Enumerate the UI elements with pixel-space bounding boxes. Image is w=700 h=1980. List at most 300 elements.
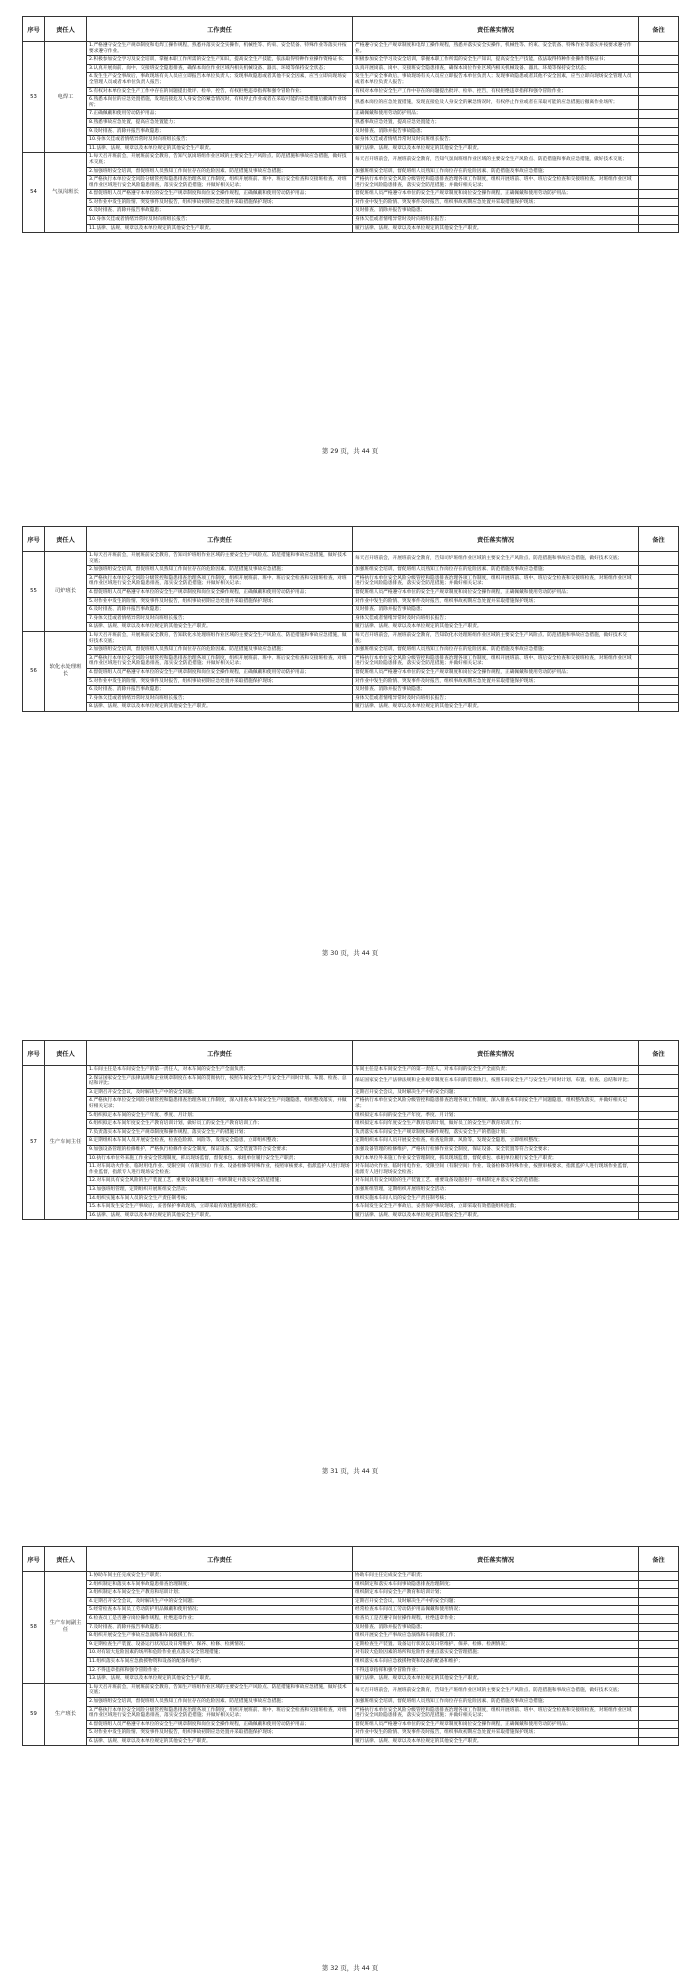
work-duty-cell: 9.加强设备管理的检修维护，严格执行检修作业安全制度，保证设备、安全装置等符合安全要求；: [87, 1145, 353, 1154]
remarks-cell: [639, 1194, 679, 1203]
remarks-cell: [639, 73, 679, 87]
header-implementation: 责任落实情况: [353, 17, 639, 42]
header-responsible-person: 责任人: [45, 1041, 87, 1066]
table-row: [23, 64, 679, 73]
remarks-cell: [639, 176, 679, 190]
table-row: [23, 110, 679, 119]
implementation-cell: 严格执行本单位安全风险分级管控和隐患排查治理各项工作制度，组织开展班前、班中、班后安全检查和交接班检查，对班组作业区域进行安全风险隐患排查，落实安全防范措施；并做好相关记录；: [353, 574, 639, 588]
implementation-cell: 对作业中发生的险情、突发事件及时报告，组织事故初期应急处置并采取措施保护现场；: [353, 198, 639, 207]
table-header-row: [23, 527, 679, 552]
table-row: [23, 176, 679, 190]
header-remarks: 备注: [639, 1547, 679, 1572]
implementation-cell: 每天召开班前会，开展班前安全教育，告知气氛岗班组作业区域的主要安全生产风险点、防范措施和事故应急措施，做好技术交底；: [353, 153, 639, 167]
work-duty-cell: 8.定期组织本车间人员开展安全检查，检查危险源、风险等，发现安全隐患，立即组织整改；: [87, 1137, 353, 1146]
table-row: [23, 1632, 679, 1641]
work-duty-cell: 8.法律、法规、规章以及本单位规定的其他安全生产职责。: [87, 703, 353, 712]
work-duty-cell: 7.身体欠佳或者情绪异常时及时向班组长报告；: [87, 614, 353, 623]
page-footer: 第 32 页，共 44 页: [321, 1964, 379, 1972]
work-duty-cell: 4.督促班组人员严格遵守本单位的安全生产规章制度和岗位安全操作规程，正确佩戴和使用劳动防护用品；: [87, 1720, 353, 1729]
header-remarks: 备注: [639, 17, 679, 42]
remarks-cell: [639, 56, 679, 65]
table-row: [23, 167, 679, 176]
table-row: [23, 1623, 679, 1632]
remarks-cell: [639, 552, 679, 566]
table-row: [23, 566, 679, 575]
work-duty-cell: 2.加强班组安全培训，督促班组人员熟知工作岗位存在的危险因素、防范措施及事故应急措施；: [87, 646, 353, 655]
implementation-cell: 定期召开安全会议，及时解决生产中的安全问题；: [353, 1088, 639, 1097]
remarks-cell: [639, 153, 679, 167]
remarks-cell: [639, 668, 679, 677]
table-row: [23, 136, 679, 145]
remarks-cell: [639, 1666, 679, 1675]
page-footer: 第 31 页，共 44 页: [321, 1467, 379, 1475]
remarks-cell: [639, 224, 679, 233]
implementation-cell: 督促班组人员严格遵守本单位的安全生产规章制度和岗位安全操作规程，正确佩戴和使用劳动防护用品；: [353, 190, 639, 199]
document-page-30: [22, 526, 678, 712]
table-row: [23, 1614, 679, 1623]
remarks-cell: [639, 144, 679, 153]
table-row: [23, 1111, 679, 1120]
implementation-cell: 及时排查、消除并报告事故隐患；: [353, 1623, 639, 1632]
page-footer: 第 30 页，共 44 页: [321, 949, 379, 957]
implementation-cell: 加强设备管理的检修维护，严格执行检修作业安全制度，保证设备、安全装置等符合安全要求；: [353, 1145, 639, 1154]
work-duty-cell: 12.对车间具有安全风险的生产装置工艺、重要设备设施进行一组织制定并落实安全防范措施；: [87, 1177, 353, 1186]
remarks-cell: [639, 1720, 679, 1729]
implementation-cell: 及时排查、消除并报告事故隐患；: [353, 127, 639, 136]
remarks-cell: [639, 631, 679, 645]
work-duty-cell: 4.严格执行本单位安全风险分级管控和隐患排查治理各项工作制度，深入排查本车间安全生产问题隐患，组织整改落实，并做好相关记录；: [87, 1097, 353, 1111]
implementation-cell: 组织制定和落实本车间事故隐患排查治理制度；: [353, 1580, 639, 1589]
table-row: [23, 588, 679, 597]
table-row: [23, 216, 679, 225]
remarks-cell: [639, 1706, 679, 1720]
document-page-29: [22, 16, 678, 233]
implementation-cell: 保证国家安全生产法律法规和企业规章制度在本车间的贯彻执行，按照车间安全生产与安全生产同时计划、布置、检查、总结和评比；: [353, 1074, 639, 1088]
header-work-duty: 工作责任: [87, 1041, 353, 1066]
table-row: [23, 1137, 679, 1146]
remarks-cell: [639, 1729, 679, 1738]
work-duty-cell: 2.加强班组安全培训，督促班组人员熟知工作岗位存在的危险因素、防范措施及事故应急措施；: [87, 566, 353, 575]
implementation-cell: 对车间具有安全风险的生产装置工艺、重要设备设施进行一组织制定并落实安全防范措施；: [353, 1177, 639, 1186]
implementation-cell: 组织开展安全生产事故应急演练和车间救援工作；: [353, 1632, 639, 1641]
responsibility-table: [22, 16, 679, 233]
remarks-cell: [639, 1145, 679, 1154]
remarks-cell: [639, 1589, 679, 1598]
work-duty-cell: 1.车间主任是本车间安全生产的第一责任人，对本车间的安全生产全面负责；: [87, 1066, 353, 1075]
table-row: [23, 1145, 679, 1154]
header-serial-no: 序号: [23, 527, 45, 552]
implementation-cell: 对作业中发生的险情、突发事件及时报告，组织事故初期应急处置并采取措施保护现场；: [353, 1729, 639, 1738]
implementation-cell: 身体欠佳或者情绪异常时及时向班组长报告；: [353, 614, 639, 623]
work-duty-cell: 11.法律、法规、规章以及本单位规定的其他安全生产职责。: [87, 144, 353, 153]
implementation-cell: 本车间发生安全生产事故后，妥善保护事故现场，立即采取有效措施组织抢救；: [353, 1203, 639, 1212]
remarks-cell: [639, 646, 679, 655]
work-duty-cell: 10.执行本单位外来施工作业安全管理制度，抓员现场监督，督促承包、承租单位履行安全生产职责；: [87, 1154, 353, 1163]
implementation-cell: 有权对本单位安全生产工作中存在的问题提出批评、检举、控告，有权拒绝违章指挥和强令冒险作业；: [353, 87, 639, 96]
implementation-cell: 经常检查本车间员工劳动防护用品佩戴和使用情况；: [353, 1606, 639, 1615]
implementation-cell: 每天召开班前会，开展班前安全教育，告知软化水处理班组作业区域的主要安全生产风险点、防范措施和事故应急措施，做好技术交底；: [353, 631, 639, 645]
table-row: [23, 153, 679, 167]
table-row: [23, 127, 679, 136]
work-duty-cell: 4.督促班组人员严格遵守本单位的安全生产规章制度和岗位安全操作规程，正确佩戴和使用劳动防护用品；: [87, 190, 353, 199]
table-row: [23, 1154, 679, 1163]
header-remarks: 备注: [639, 1041, 679, 1066]
remarks-cell: [639, 1185, 679, 1194]
table-row: [23, 1211, 679, 1220]
table-row: [23, 631, 679, 645]
remarks-cell: [639, 1120, 679, 1129]
implementation-cell: 严格执行本单位安全风险分级管控和隐患排查治理各项工作制度，组织开展班前、班中、班后安全检查和交接班检查，对班组作业区域进行安全风险隐患排查，落实安全防范措施；并做好相关记录；: [353, 176, 639, 190]
table-row: [23, 623, 679, 632]
serial-number-cell: 55: [23, 552, 45, 632]
implementation-cell: 组织实施本车间人员的安全生产责任制考核；: [353, 1194, 639, 1203]
work-duty-cell: 12.不得违章指挥和强令冒险作业；: [87, 1666, 353, 1675]
work-duty-cell: 5.组织拟定本车间的安全生产年度、季度、月计划；: [87, 1111, 353, 1120]
header-responsible-person: 责任人: [45, 1547, 87, 1572]
work-duty-cell: 8.法律、法规、规章以及本单位规定的其他安全生产职责。: [87, 623, 353, 632]
remarks-cell: [639, 1128, 679, 1137]
implementation-cell: 履行法律、法规、规章以及本单位规定的其他安全生产职责。: [353, 623, 639, 632]
implementation-cell: 及时排查、消除并报告事故隐患；: [353, 606, 639, 615]
table-row: [23, 56, 679, 65]
remarks-cell: [639, 574, 679, 588]
work-duty-cell: 7.负责落实本车间安全生产规章制度和操作规程，落实安全生产的措施计划；: [87, 1128, 353, 1137]
responsible-person-cell: 气氛岗班长: [45, 153, 87, 233]
header-serial-no: 序号: [23, 17, 45, 42]
work-duty-cell: 3.严格执行本单位安全风险分级管控和隐患排查治理各项工作制度，组织开展班前、班中、班后安全检查和交接班检查，对班组作业区域进行安全风险隐患排查，落实安全防范措施；并做好相关记录；: [87, 654, 353, 668]
remarks-cell: [639, 198, 679, 207]
work-duty-cell: 11.组织落实本车间应急救援物资和设备的配备和维护；: [87, 1657, 353, 1666]
table-row: [23, 1194, 679, 1203]
remarks-cell: [639, 1640, 679, 1649]
remarks-cell: [639, 1737, 679, 1746]
remarks-cell: [639, 96, 679, 110]
implementation-cell: 履行法律、法规、规章以及本单位规定的其他安全生产职责。: [353, 1737, 639, 1746]
table-row: [23, 1729, 679, 1738]
table-row: [23, 1177, 679, 1186]
responsible-person-cell: 电焊工: [45, 42, 87, 153]
remarks-cell: [639, 87, 679, 96]
work-duty-cell: 3.严格执行本单位安全风险分级管控和隐患排查治理各项工作制度，组织开展班前、班中、班后安全检查和交接班检查，对班组作业区域进行安全风险隐患排查，落实安全防范措施；并做好相关记录；: [87, 574, 353, 588]
remarks-cell: [639, 1177, 679, 1186]
work-duty-cell: 3.严格执行本单位安全风险分级管控和隐患排查治理各项工作制度，组织开展班前、班中、班后安全检查和交接班检查，对班组作业区域进行安全风险隐患排查，落实安全防范措施；并做好相关记录；: [87, 176, 353, 190]
remarks-cell: [639, 597, 679, 606]
work-duty-cell: 10.对有较大危险因素的场所和危险作业重点落实安全管理措施；: [87, 1649, 353, 1658]
work-duty-cell: 10.身体欠佳或者情绪异常时及时向班组长报告；: [87, 216, 353, 225]
responsible-person-cell: 司炉班长: [45, 552, 87, 632]
responsible-person-cell: 生产班长: [45, 1683, 87, 1746]
table-row: [23, 677, 679, 686]
implementation-cell: 协助车间主任完成安全生产职责；: [353, 1572, 639, 1581]
table-row: [23, 654, 679, 668]
implementation-cell: 每天召开班前会，开展班前安全教育，告知司炉班组作业区域的主要安全生产风险点、防范措施和事故应急措施，做好技术交底；: [353, 552, 639, 566]
work-duty-cell: 14.组织实施本车间人员的安全生产责任制考核；: [87, 1194, 353, 1203]
work-duty-cell: 3.组织制定本车间安全生产教育和培训计划；: [87, 1589, 353, 1598]
table-row: [23, 1066, 679, 1075]
responsibility-table: [22, 1546, 679, 1746]
table-row: [23, 1683, 679, 1697]
implementation-cell: 认真开展岗前、岗中、交接班安全隐患排查，确保本岗位作业区域内相关机械设备、器具、环境等保持安全状态；: [353, 64, 639, 73]
work-duty-cell: 3.认真开展岗前、岗中、交接班安全隐患排查，确保本岗位作业区域内相关机械设备、器具、环境等保持安全状态；: [87, 64, 353, 73]
remarks-cell: [639, 136, 679, 145]
header-serial-no: 序号: [23, 1547, 45, 1572]
header-responsible-person: 责任人: [45, 17, 87, 42]
header-work-duty: 工作责任: [87, 17, 353, 42]
work-duty-cell: 2.保证国家安全生产法律法规和企业规章制度在本车间的贯彻执行，按照车间安全生产与安全生产同时计划、布置、检查、总结和评比；: [87, 1074, 353, 1088]
table-row: [23, 694, 679, 703]
page-footer: 第 29 页，共 44 页: [321, 447, 379, 455]
work-duty-cell: 4.督促班组人员严格遵守本单位的安全生产规章制度和岗位安全操作规程，正确佩戴和使用劳动防护用品；: [87, 588, 353, 597]
table-row: [23, 1706, 679, 1720]
work-duty-cell: 11.对车间动火作业、临时用电作业、受限空间（有限空间）作业、设备检修等特殊作业，按照审核要求，指派监护人进行现场作业监督，指派专人进行现场安全检查；: [87, 1163, 353, 1177]
implementation-cell: 履行法律、法规、规章以及本单位规定的其他安全生产职责。: [353, 1675, 639, 1684]
remarks-cell: [639, 614, 679, 623]
work-duty-cell: 6.法律、法规、规章以及本单位规定的其他安全生产职责。: [87, 1737, 353, 1746]
implementation-cell: 身体欠佳或者情绪异常时及时向班组长报告；: [353, 694, 639, 703]
work-duty-cell: 10.身体欠佳或者情绪异常时及时向班组长报告；: [87, 136, 353, 145]
table-row: [23, 574, 679, 588]
table-header-row: [23, 1041, 679, 1066]
remarks-cell: [639, 1623, 679, 1632]
work-duty-cell: 5.对作业中发生的险情、突发事件及时报告，组织事故初期应急处置并采取措施保护现场；: [87, 1729, 353, 1738]
header-implementation: 责任落实情况: [353, 1547, 639, 1572]
work-duty-cell: 6.及时排查、消除并报告事故隐患；: [87, 686, 353, 695]
work-duty-cell: 3.定期召开安全会议，及时解决生产中的安全问题；: [87, 1088, 353, 1097]
implementation-cell: 发生生产安全事故后，事故现场有关人员应立即报告本单位负责人；发现事故隐患或者其他不安全因素，应当立即向现场安全管理人员或者本单位负责人报告；: [353, 73, 639, 87]
table-row: [23, 1737, 679, 1746]
remarks-cell: [639, 1211, 679, 1220]
implementation-cell: 对有较大危险因素的场所和危险作业重点落实安全管理措施；: [353, 1649, 639, 1658]
table-row: [23, 1589, 679, 1598]
document-page-32: [22, 1546, 678, 1746]
table-row: [23, 207, 679, 216]
implementation-cell: 正确佩戴和使用劳动防护用品；: [353, 110, 639, 119]
remarks-cell: [639, 1675, 679, 1684]
table-row: [23, 224, 679, 233]
table-row: [23, 552, 679, 566]
responsibility-table: [22, 1040, 679, 1220]
table-row: [23, 73, 679, 87]
implementation-cell: 严格遵守安全生产规章制度和电焊工操作规程，熟悉并落实安全实操作，机械性等、约束、安全装备、特殊作业等落实并按要求遵守作业。: [353, 42, 639, 56]
implementation-cell: 定期检查生产装置、设备运行状况以及日常维护、保养、检修、检测情况；: [353, 1640, 639, 1649]
implementation-cell: 不得违章指挥和强令冒险作业；: [353, 1666, 639, 1675]
work-duty-cell: 4.发生生产安全事故后，事故现场有关人员应立即报告本单位负责人；发现事故隐患或者其他不安全因素，应当立即向现场安全管理人员或者本单位负责人报告；: [87, 73, 353, 87]
implementation-cell: 督促班组人员严格遵守本单位的安全生产规章制度和岗位安全操作规程，正确佩戴和使用劳动防护用品；: [353, 588, 639, 597]
implementation-cell: 每天召开班前会，开展班前安全教育，告知生产班组作业区域的主要安全生产风险点、防范措施和事故应急措施，做好技术交底；: [353, 1683, 639, 1697]
work-duty-cell: 6.及时排查、消除并报告事故隐患；: [87, 207, 353, 216]
work-duty-cell: 15.本车间发生安全生产事故后，妥善保护事故现场，立即采取有效措施组织抢救；: [87, 1203, 353, 1212]
implementation-cell: 履行法律、法规、规章以及本单位规定的其他安全生产职责。: [353, 703, 639, 712]
work-duty-cell: 2.加强班组安全培训，督促班组人员熟知工作岗位存在的危险因素、防范措施及事故应急措施；: [87, 167, 353, 176]
table-row: [23, 1657, 679, 1666]
implementation-cell: 严格执行本单位安全风险分级管控和隐患排查治理各项工作制度，组织开展班前、班中、班后安全检查和交接班检查，对班组作业区域进行安全风险隐患排查，落实安全防范措施；并做好相关记录；: [353, 1706, 639, 1720]
implementation-cell: 督促班组人员严格遵守本单位的安全生产规章制度和岗位安全操作规程，正确佩戴和使用劳动防护用品；: [353, 668, 639, 677]
work-duty-cell: 5.对作业中发生的险情、突发事件及时报告，组织事故初期应急处置并采取措施保护现场；: [87, 677, 353, 686]
remarks-cell: [639, 1066, 679, 1075]
implementation-cell: 履行法律、法规、规章以及本单位规定的其他安全生产职责。: [353, 1211, 639, 1220]
responsible-person-cell: 软化水处理班长: [45, 631, 87, 711]
work-duty-cell: 1.严格遵守安全生产规章制度和电焊工操作规程，熟悉并落实安全实操作，机械性等、约束、安全装备、特殊作业等落实并按要求遵守作业。: [87, 42, 353, 56]
table-row: [23, 614, 679, 623]
remarks-cell: [639, 127, 679, 136]
remarks-cell: [639, 1154, 679, 1163]
serial-number-cell: 56: [23, 631, 45, 711]
work-duty-cell: 9.及时排查、消除并报告事故隐患；: [87, 127, 353, 136]
table-row: [23, 1203, 679, 1212]
table-header-row: [23, 17, 679, 42]
implementation-cell: 定期召开安全会议，及时解决生产中的安全问题；: [353, 1597, 639, 1606]
table-row: [23, 1074, 679, 1088]
implementation-cell: 组织拟定本车间年度安全生产教育培训计划，做好员工的安全生产教育培训工作；: [353, 1120, 639, 1129]
table-row: [23, 1088, 679, 1097]
work-duty-cell: 2.加强班组安全培训，督促班组人员熟知工作岗位存在的危险因素、防范措施及事故应急措施；: [87, 1697, 353, 1706]
table-row: [23, 1697, 679, 1706]
table-row: [23, 1097, 679, 1111]
implementation-cell: 组织制定本车间安全生产教育和培训计划；: [353, 1589, 639, 1598]
serial-number-cell: 53: [23, 42, 45, 153]
header-serial-no: 序号: [23, 1041, 45, 1066]
table-row: [23, 1675, 679, 1684]
remarks-cell: [639, 1580, 679, 1589]
remarks-cell: [639, 110, 679, 119]
implementation-cell: 负责落实本车间安全生产规章制度和操作规程，落实安全生产的措施计划；: [353, 1128, 639, 1137]
remarks-cell: [639, 677, 679, 686]
work-duty-cell: 8.组织开展安全生产事故应急演练和车间救援工作；: [87, 1632, 353, 1641]
table-row: [23, 190, 679, 199]
header-responsible-person: 责任人: [45, 527, 87, 552]
work-duty-cell: 4.定期召开安全会议，及时解决生产中的安全问题；: [87, 1597, 353, 1606]
remarks-cell: [639, 623, 679, 632]
implementation-cell: 车间主任是本车间安全生产的第一责任人，对本车间的安全生产全面负责；: [353, 1066, 639, 1075]
table-row: [23, 668, 679, 677]
work-duty-cell: 5.对作业中发生的险情、突发事件及时报告，组织事故初期应急处置并采取措施保护现场；: [87, 597, 353, 606]
remarks-cell: [639, 1657, 679, 1666]
work-duty-cell: 13.法律、法规、规章以及本单位规定的其他安全生产职责。: [87, 1675, 353, 1684]
work-duty-cell: 13.加强班组管理，定期组织开展班组安全活动；: [87, 1185, 353, 1194]
document-page-31: [22, 1040, 678, 1220]
serial-number-cell: 57: [23, 1066, 45, 1220]
work-duty-cell: 1.每天召开班前会，开展班前安全教育，告知气氛岗班组作业区域的主要安全生产风险点、防范措施和事故应急措施，做好技术交底；: [87, 153, 353, 167]
work-duty-cell: 7.正确佩戴和使用劳动防护用品；: [87, 110, 353, 119]
implementation-cell: 组织拟定本车间的安全生产年度、季度、月计划；: [353, 1111, 639, 1120]
implementation-cell: 定期组织本车间人员开展安全检查，检查危险源、风险等，发现安全隐患，立即组织整改；: [353, 1137, 639, 1146]
remarks-cell: [639, 1697, 679, 1706]
table-row: [23, 144, 679, 153]
serial-number-cell: 54: [23, 153, 45, 233]
remarks-cell: [639, 1632, 679, 1641]
implementation-cell: 熟悉事故应急处置，提高应急处置能力；: [353, 118, 639, 127]
responsible-person-cell: 生产车间副主任: [45, 1572, 87, 1684]
remarks-cell: [639, 1203, 679, 1212]
remarks-cell: [639, 694, 679, 703]
work-duty-cell: 1.每天召开班前会，开展班前安全教育，告知软化水处理班组作业区域的主要安全生产风险点、防范措施和事故应急措施，做好技术交底；: [87, 631, 353, 645]
remarks-cell: [639, 1572, 679, 1581]
work-duty-cell: 16.法律、法规、规章以及本单位规定的其他安全生产职责。: [87, 1211, 353, 1220]
remarks-cell: [639, 1683, 679, 1697]
implementation-cell: 如身体欠佳或者情绪异常时及时向班组长报告；: [353, 136, 639, 145]
implementation-cell: 加强班组安全培训，督促班组人员熟知工作岗位存在的危险因素、防范措施及事故应急措施；: [353, 646, 639, 655]
work-duty-cell: 6.组织拟定本车间年度安全生产教育培训计划，做好员工的安全生产教育培训工作；: [87, 1120, 353, 1129]
remarks-cell: [639, 1097, 679, 1111]
work-duty-cell: 8.熟悉事故应急处置，提高应急处置能力；: [87, 118, 353, 127]
header-remarks: 备注: [639, 527, 679, 552]
implementation-cell: 对作业中发生的险情、突发事件及时报告，组织事故初期应急处置并采取措施保护现场；: [353, 597, 639, 606]
work-duty-cell: 6.熟悉本岗位的应急处置措施，发现直接危及人身安全的紧急情况时，有权停止作业或者在采取可能的应急措施后撤离作业场所；: [87, 96, 353, 110]
remarks-cell: [639, 207, 679, 216]
table-row: [23, 597, 679, 606]
table-row: [23, 1640, 679, 1649]
work-duty-cell: 6.及时排查、消除并报告事故隐患；: [87, 606, 353, 615]
header-implementation: 责任落实情况: [353, 1041, 639, 1066]
table-row: [23, 1580, 679, 1589]
implementation-cell: 加强班组安全培训，督促班组人员熟知工作岗位存在的危险因素、防范措施及事故应急措施；: [353, 566, 639, 575]
remarks-cell: [639, 1137, 679, 1146]
work-duty-cell: 1.每天召开班前会，开展班前安全教育，告知生产班组作业区域的主要安全生产风险点、防范措施和事故应急措施，做好技术交底；: [87, 1683, 353, 1697]
implementation-cell: 履行法律、法规、规章以及本单位规定的其他安全生产职责。: [353, 144, 639, 153]
implementation-cell: 加强班组安全培训，督促班组人员熟知工作岗位存在的危险因素、防范措施及事故应急措施；: [353, 1697, 639, 1706]
work-duty-cell: 9.定期检查生产装置、设备运行状况以及日常维护、保养、检修、检测情况；: [87, 1640, 353, 1649]
remarks-cell: [639, 606, 679, 615]
remarks-cell: [639, 1111, 679, 1120]
implementation-cell: 加强班组安全培训，督促班组人员熟知工作岗位存在的危险因素、防范措施及事故应急措施；: [353, 167, 639, 176]
work-duty-cell: 7.及时排查、消除并报告事故隐患；: [87, 1623, 353, 1632]
implementation-cell: 执行本单位外来施工作业安全管理制度，抓员现场监督，督促承包、承租单位履行安全生产职责；: [353, 1154, 639, 1163]
remarks-cell: [639, 588, 679, 597]
remarks-cell: [639, 118, 679, 127]
remarks-cell: [639, 1649, 679, 1658]
work-duty-cell: 6.检查员工是否遵守岗位操作规程，杜绝违章作业；: [87, 1614, 353, 1623]
implementation-cell: 身体欠佳或者情绪异常时及时向班组长报告；: [353, 216, 639, 225]
table-row: [23, 198, 679, 207]
table-row: [23, 1128, 679, 1137]
header-work-duty: 工作责任: [87, 1547, 353, 1572]
implementation-cell: 严格执行本单位安全风险分级管控和隐患排查治理各项工作制度，组织开展班前、班中、班后安全检查和交接班检查，对班组作业区域进行安全风险隐患排查，落实安全防范措施；并做好相关记录；: [353, 654, 639, 668]
implementation-cell: 组织落实本车间应急救援物资和设备的配备和维护；: [353, 1657, 639, 1666]
table-row: [23, 96, 679, 110]
work-duty-cell: 4.督促班组人员严格遵守本单位的安全生产规章制度和岗位安全操作规程，正确佩戴和使用劳动防护用品；: [87, 668, 353, 677]
implementation-cell: 及时排查、消除并报告事故隐患；: [353, 207, 639, 216]
remarks-cell: [639, 1597, 679, 1606]
work-duty-cell: 5.对作业中发生的险情、突发事件及时报告，组织事故初期应急处置并采取措施保护现场；: [87, 198, 353, 207]
responsible-person-cell: 生产车间主任: [45, 1066, 87, 1220]
work-duty-cell: 5.经常检查本车间员工劳动防护用品佩戴和使用情况；: [87, 1606, 353, 1615]
table-row: [23, 646, 679, 655]
work-duty-cell: 1.每天召开班前会，开展班前安全教育，告知司炉班组作业区域的主要安全生产风险点、防范措施和事故应急措施，做好技术交底；: [87, 552, 353, 566]
implementation-cell: 熟悉本岗位的应急处置措施，发现直接危及人身安全的紧急情况时，有权停止作业或者在采取可能的应急措施后撤离作业场所；: [353, 96, 639, 110]
remarks-cell: [639, 566, 679, 575]
table-row: [23, 118, 679, 127]
work-duty-cell: 7.身体欠佳或者情绪异常时及时向班组长报告；: [87, 694, 353, 703]
table-row: [23, 1572, 679, 1581]
remarks-cell: [639, 1606, 679, 1615]
work-duty-cell: 2.积极参加安全学习及安全培训，掌握本职工作所需的安全生产知识，提高安全生产技能，依法取得特种作业操作资格证书；: [87, 56, 353, 65]
table-header-row: [23, 1547, 679, 1572]
table-row: [23, 686, 679, 695]
remarks-cell: [639, 42, 679, 56]
remarks-cell: [639, 64, 679, 73]
implementation-cell: 检查员工是否遵守岗位操作规程，杜绝违章作业；: [353, 1614, 639, 1623]
table-row: [23, 1606, 679, 1615]
table-row: [23, 1597, 679, 1606]
table-row: [23, 1666, 679, 1675]
remarks-cell: [639, 1088, 679, 1097]
remarks-cell: [639, 167, 679, 176]
implementation-cell: 积极参加安全学习及安全培训，掌握本职工作所需的安全生产知识，提高安全生产技能，依法取得特种作业操作资格证书；: [353, 56, 639, 65]
table-row: [23, 703, 679, 712]
remarks-cell: [639, 703, 679, 712]
implementation-cell: 督促班组人员严格遵守本单位的安全生产规章制度和岗位安全操作规程，正确佩戴和使用劳动防护用品；: [353, 1720, 639, 1729]
header-work-duty: 工作责任: [87, 527, 353, 552]
